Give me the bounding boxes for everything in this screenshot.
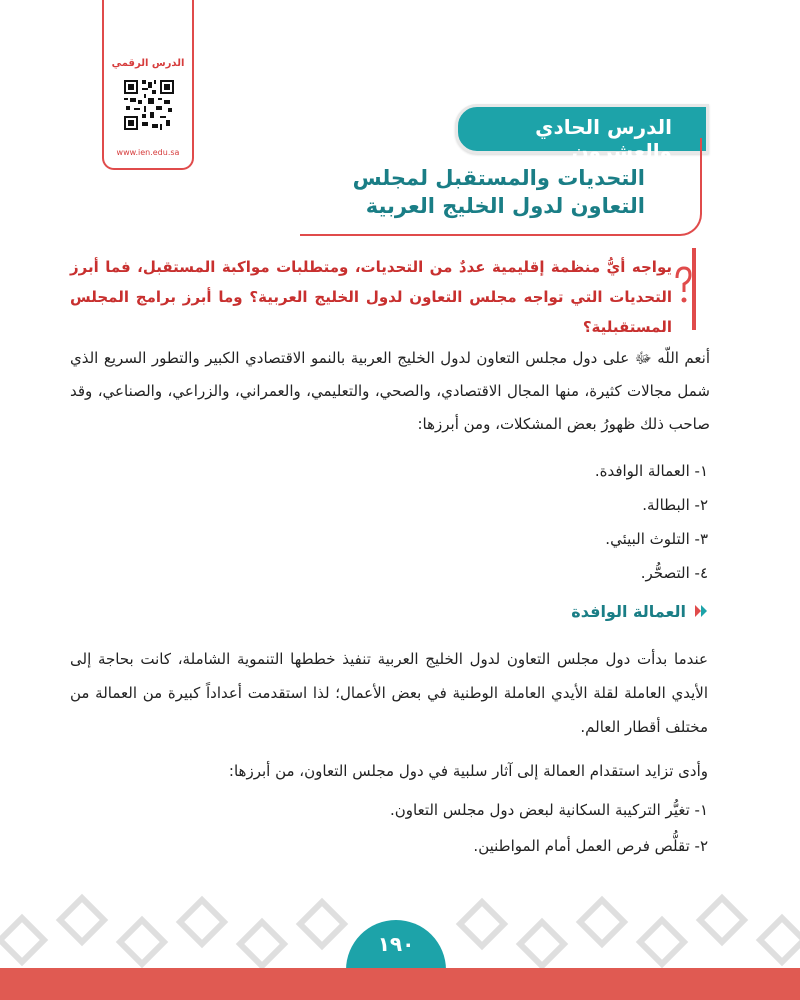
lesson-question: يواجه أيُّ منظمة إقليمية عددٌ من التحديات، ومتطلبات مواكبة المستقبل، فما أبرز التحديات التي تواجه مجلس التعاون لدول الخليج العربية؟ وما أبرز برامج المجلس المستقبلية؟ <box>70 258 672 336</box>
digital-lesson-url[interactable]: www.ien.edu.sa <box>116 148 180 157</box>
list-item: ٤- التصحُّر. <box>640 564 708 582</box>
effects-intro: وأدى تزايد استقدام العمالة إلى آثار سلبية في دول مجلس التعاون، من أبرزها: <box>228 762 708 780</box>
page-number: ١٩٠ <box>377 932 415 956</box>
list-item: ٣- التلوث البيئي. <box>605 530 708 548</box>
intro-paragraph: أنعم اللّه ﷻ على دول مجلس التعاون لدول الخليج العربية بالنمو الاقتصادي الكبير والتطور السريع الذي شمل مجالات كثيرة، منها المجال الاقتصادي، والصحي، والتعليمي، والعمراني، والزراعي، والصناعي، وقد صاحب ذلك ظهورُ بعض المشكلات، ومن أبرزها: <box>70 349 710 433</box>
question-mark-icon <box>672 248 698 330</box>
effects-list <box>390 792 708 864</box>
workforce-paragraph: عندما بدأت دول مجلس التعاون لدول الخليج العربية تنفيذ خططها التنموية الشاملة، كانت بحاجة إلى الأيدي العاملة لقلة الأيدي العاملة الوطنية في بعض الأعمال؛ لذا استقدمت أعداداً كبيرة من العمالة من مختلف أقطار العالم. <box>70 650 708 736</box>
bottom-band <box>0 968 800 1000</box>
section-heading-label: العمالة الوافدة <box>571 601 686 621</box>
double-chevron-icon <box>692 603 708 619</box>
lesson-title-box <box>300 138 702 236</box>
challenges-list <box>595 454 708 590</box>
lesson-title-line-2: التعاون لدول الخليج العربية <box>365 194 645 218</box>
lesson-number-label: الدرس الحادي والعشرون <box>535 115 672 163</box>
list-item: ٢- البطالة. <box>642 496 708 514</box>
list-item: ١- العمالة الوافدة. <box>594 462 708 480</box>
section-heading <box>571 598 708 624</box>
digital-lesson-card[interactable] <box>102 0 194 170</box>
list-item: ٢- تقلُّص فرص العمل أمام المواطنين. <box>473 837 708 855</box>
digital-lesson-label: الدرس الرقمي <box>111 58 185 69</box>
qr-code-icon[interactable] <box>124 80 174 130</box>
lesson-title-line-1: التحديات والمستقبل لمجلس <box>352 166 645 190</box>
list-item: ١- تغيُّر التركيبة السكانية لبعض دول مجلس التعاون. <box>390 801 708 819</box>
